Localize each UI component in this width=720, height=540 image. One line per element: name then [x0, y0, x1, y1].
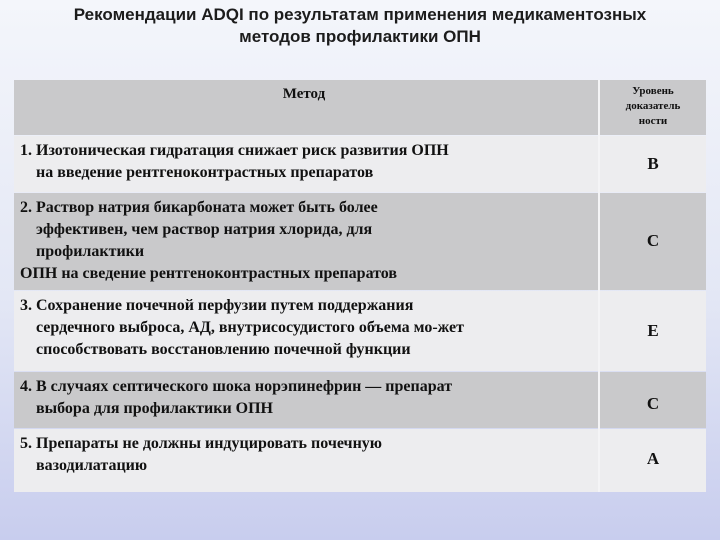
evidence-level-cell: B — [647, 154, 659, 173]
header-level-line-3: ности — [638, 115, 668, 127]
recommendations-table — [14, 80, 706, 492]
method-line: вазодилатацию — [36, 457, 148, 474]
method-cell — [20, 295, 590, 361]
header-level-line-2: доказатель — [625, 100, 681, 112]
evidence-level-cell: A — [646, 449, 660, 468]
evidence-level-cell: E — [647, 321, 659, 340]
slide-title — [0, 4, 720, 48]
table-header-row — [14, 80, 706, 135]
method-line: 2. Раствор натрия бикарбоната может быть более — [20, 199, 378, 216]
method-cell — [20, 433, 590, 477]
header-evidence-level — [600, 84, 706, 129]
method-cell — [20, 376, 590, 420]
table-row — [14, 291, 706, 371]
evidence-level-cell: C — [646, 231, 660, 250]
method-cell — [20, 197, 590, 285]
title-line-1: Рекомендации ADQI по результатам применения медикаментозных — [73, 5, 647, 24]
method-line: 1. Изотоническая гидратация снижает риск развития ОПН — [20, 142, 449, 159]
method-line: эффективен, чем раствор натрия хлорида, для — [36, 221, 373, 238]
method-line: сердечного выброса, АД, внутрисосудистого объема мо-жет — [36, 319, 465, 336]
method-line: ОПН на сведение рентгеноконтрастных препаратов — [20, 265, 398, 282]
method-cell — [20, 140, 590, 184]
header-level-line-1: Уровень — [632, 85, 674, 97]
title-line-2: методов профилактики ОПН — [239, 27, 481, 46]
method-line: выбора для профилактики ОПН — [36, 400, 273, 417]
column-divider — [598, 80, 600, 492]
header-method: Метод — [282, 86, 326, 102]
table-row — [14, 429, 706, 492]
table-row — [14, 136, 706, 192]
evidence-level-cell: C — [646, 394, 660, 413]
method-line: способствовать восстановлению почечной функции — [36, 341, 411, 358]
method-line: профилактики — [36, 243, 145, 260]
method-line: 4. В случаях септического шока норэпинефрин — препарат — [20, 378, 453, 395]
table-row — [14, 193, 706, 290]
table-row — [14, 372, 706, 428]
method-line: 5. Препараты не должны индуцировать почечную — [20, 435, 383, 452]
method-line: 3. Сохранение почечной перфузии путем поддержания — [20, 297, 414, 314]
method-line: на введение рентгеноконтрастных препаратов — [36, 164, 374, 181]
